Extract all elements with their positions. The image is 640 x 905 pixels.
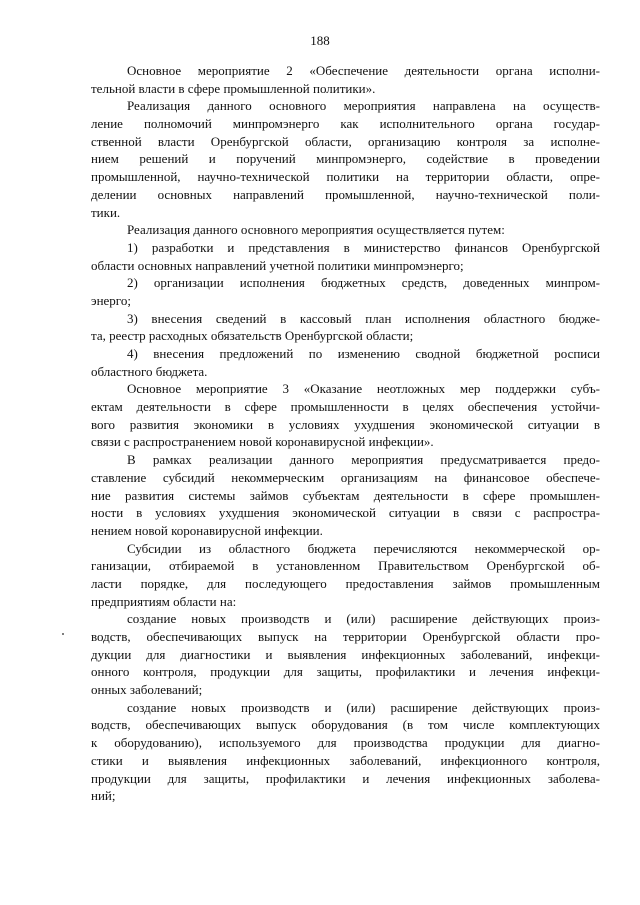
text-line: областного бюджета.: [91, 363, 208, 379]
text-line: стики и выявления инфекционных заболеваний, инфекционного контроля,: [91, 752, 600, 768]
page-number: 188: [310, 33, 330, 48]
text-line: ставление субсидий некоммерческим организациям на финансовое обеспече-: [91, 469, 600, 485]
text-line: продукции для защиты, профилактики и лечения инфекционных заболева-: [91, 770, 600, 786]
text-line: 3) внесения сведений в кассовый план исполнения областного бюдже-: [127, 310, 600, 326]
text-line: тельной власти в сфере промышленной политики».: [91, 80, 376, 96]
text-line: 4) внесения предложений по изменению сводной бюджетной росписи: [127, 346, 600, 361]
text-line: энерго;: [91, 292, 131, 308]
text-line: ний;: [91, 788, 116, 804]
text-line: предприятиям области на:: [91, 593, 237, 609]
text-line: тики.: [91, 204, 121, 220]
text-line: ганизации, отбираемой в установленном Правительством Оренбургской об-: [91, 558, 600, 574]
paragraph: [91, 451, 600, 539]
paragraph: [91, 221, 600, 239]
text-line: создание новых производств и (или) расширение действующих произ-: [127, 611, 600, 627]
text-line: ласти порядке, для последующего предоставления займов промышленным: [91, 575, 600, 591]
text-line: создание новых производств и (или) расширение действующих произ-: [127, 699, 600, 715]
paragraph: [91, 345, 600, 380]
text-line: 2) организации исполнения бюджетных средств, доведенных минпром-: [127, 275, 600, 291]
text-line: вого развития экономики в условиях ухудшения экономической ситуации в: [91, 416, 600, 432]
text-line: ственной власти Оренбургской области, организацию контроля за исполне-: [91, 133, 600, 149]
text-line: ектам деятельности в сфере промышленности в целях обеспечения устойчи-: [91, 399, 600, 415]
text-line: связи с распространением новой коронавирусной инфекции».: [91, 434, 434, 450]
paragraph: [91, 97, 600, 221]
text-line: нением новой коронавирусной инфекции.: [91, 522, 323, 538]
text-line: Субсидии из областного бюджета перечисляются некоммерческой ор-: [127, 540, 600, 556]
text-line: онных заболеваний;: [91, 682, 203, 698]
text-line: делении основных направлений промышленной, научно-технической поли-: [91, 186, 600, 202]
paragraph: [91, 310, 600, 345]
paragraph: [91, 239, 600, 274]
text-line: области основных направлений учетной политики минпромэнерго;: [91, 257, 464, 273]
text-line: к оборудованию), используемого для производства продукции для диагно-: [91, 735, 600, 751]
text-line: нием решений и поручений минпромэнерго, содействие в проведении: [91, 151, 600, 167]
paragraph: [91, 610, 600, 698]
text-line: водств, обеспечивающих выпуск на территории Оренбургской области про-: [91, 629, 600, 644]
text-line: В рамках реализации данного мероприятия предусматривается предо-: [127, 452, 600, 468]
margin-speck: [62, 633, 64, 635]
text-line: ности в условиях ухудшения экономической ситуации в связи с распростра-: [91, 505, 600, 521]
text-line: Реализация данного основного мероприятия осуществляется путем:: [127, 222, 505, 238]
paragraph: [91, 699, 600, 805]
text-line: онного контроля, продукции для защиты, профилактики и лечения инфекци-: [91, 664, 600, 680]
text-line: Реализация данного основного мероприятия направлена на осуществ-: [127, 98, 600, 114]
paragraph: [91, 380, 600, 451]
text-line: ление полномочий минпромэнерго как исполнительного органа государ-: [91, 116, 600, 132]
text-line: промышленной, научно-технической политики на территории области, опре-: [91, 169, 600, 185]
text-line: 1) разработки и представления в министерство финансов Оренбургской: [127, 239, 600, 255]
text-line: дукции для диагностики и выявления инфекционных заболеваний, инфекци-: [91, 646, 600, 662]
text-line: Основное мероприятие 2 «Обеспечение деятельности органа исполни-: [127, 63, 600, 78]
text-line: водств, обеспечивающих выпуск оборудования (в том числе комплектующих: [91, 717, 600, 733]
document-body: [91, 62, 600, 805]
paragraph: [91, 540, 600, 611]
text-line: та, реестр расходных обязательств Оренбургской области;: [91, 328, 414, 344]
text-line: Основное мероприятие 3 «Оказание неотложных мер поддержки субъ-: [127, 381, 600, 397]
text-line: ние развития системы займов субъектам деятельности в сфере промышлен-: [91, 487, 600, 503]
paragraph: [91, 274, 600, 309]
paragraph: [91, 62, 600, 97]
